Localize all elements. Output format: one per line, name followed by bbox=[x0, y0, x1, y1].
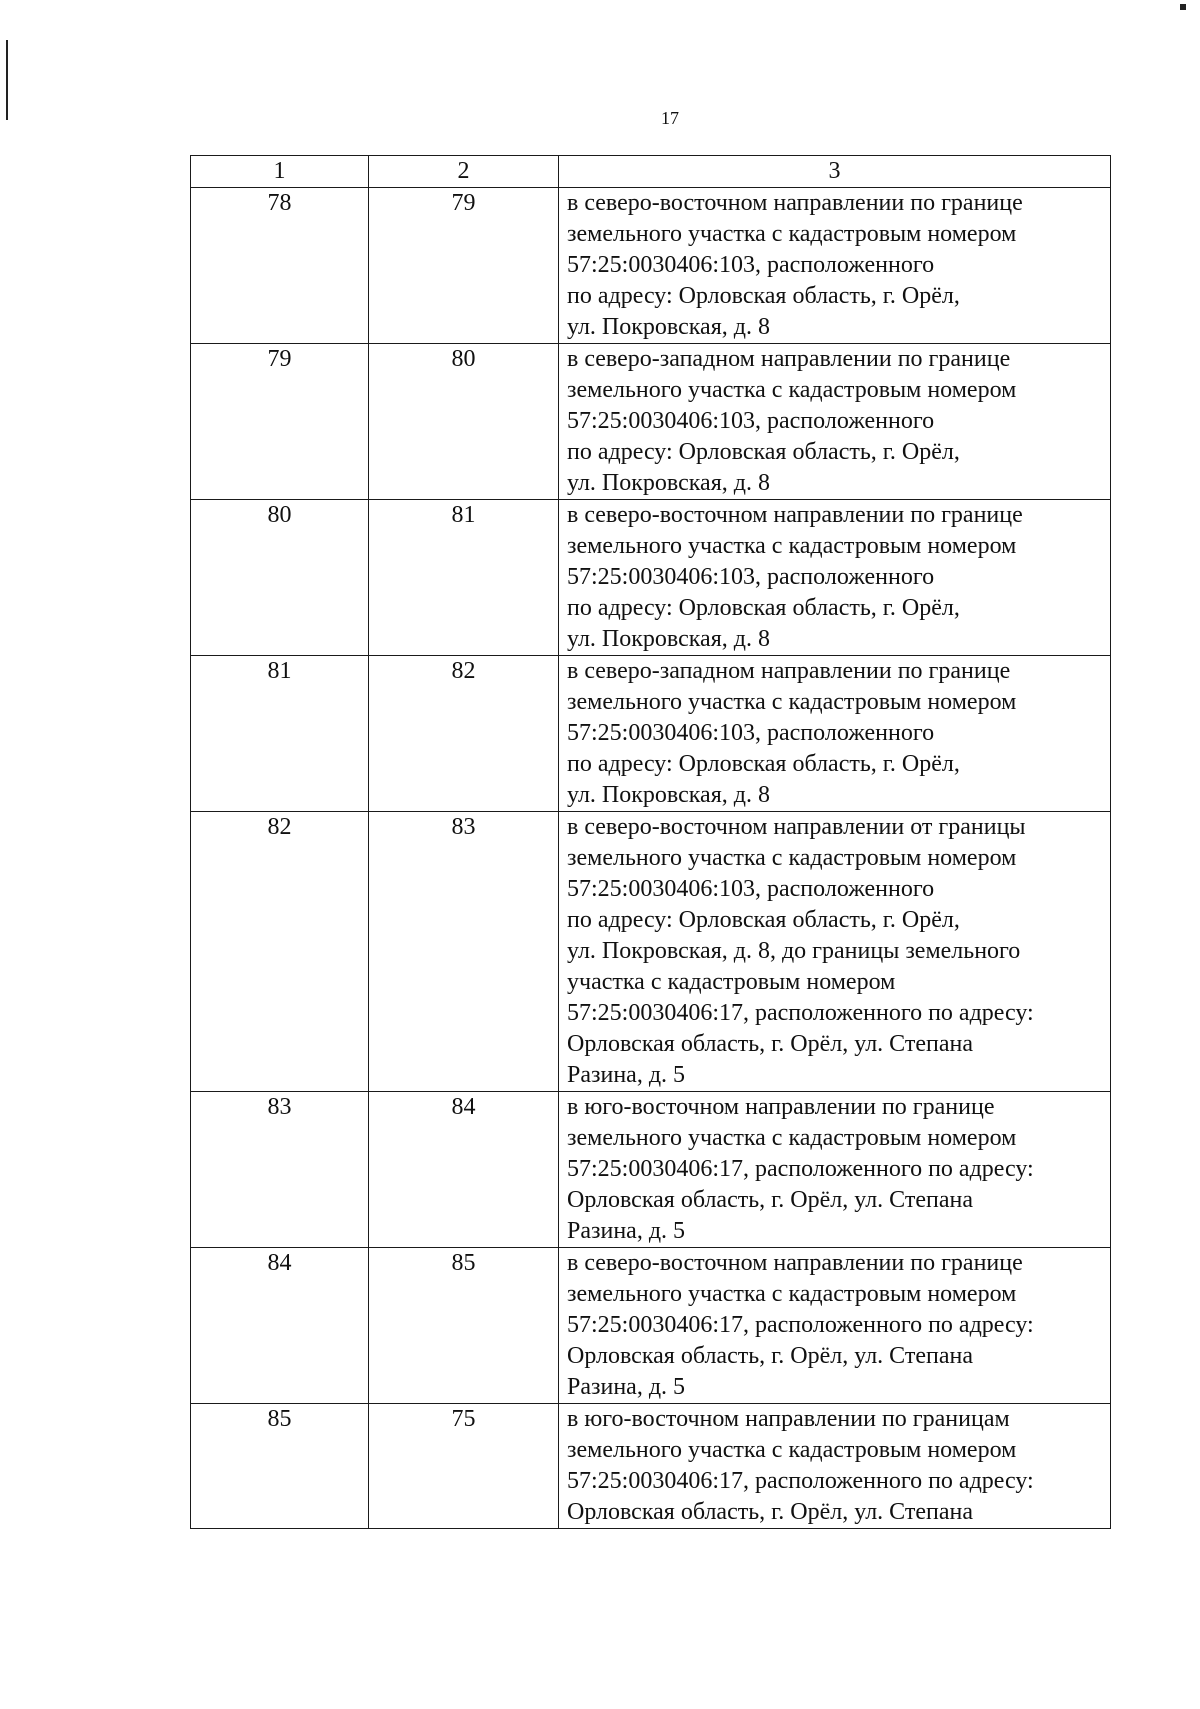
description-line: Разина, д. 5 bbox=[567, 1374, 686, 1400]
boundary-description-cell bbox=[559, 1248, 1111, 1404]
description-line: земельного участка с кадастровым номером bbox=[567, 1281, 1017, 1307]
point-from-cell: 80 bbox=[191, 500, 369, 656]
table-row bbox=[191, 188, 1111, 344]
description-line: участка с кадастровым номером bbox=[567, 969, 896, 995]
point-to-cell: 85 bbox=[369, 1248, 559, 1404]
description-line: по адресу: Орловская область, г. Орёл, bbox=[567, 595, 960, 621]
boundary-description-cell bbox=[559, 1092, 1111, 1248]
description-line: Разина, д. 5 bbox=[567, 1062, 686, 1088]
table-header-cell: 3 bbox=[559, 156, 1111, 188]
description-line: в северо-восточном направлении по границе bbox=[567, 190, 1023, 216]
description-line: земельного участка с кадастровым номером bbox=[567, 377, 1017, 403]
description-line: 57:25:0030406:17, расположенного по адресу: bbox=[567, 1312, 1034, 1338]
boundary-description-cell bbox=[559, 188, 1111, 344]
table-header-cell: 2 bbox=[369, 156, 559, 188]
description-line: 57:25:0030406:103, расположенного bbox=[567, 876, 935, 902]
point-from-cell: 84 bbox=[191, 1248, 369, 1404]
point-to-cell: 84 bbox=[369, 1092, 559, 1248]
description-line: по адресу: Орловская область, г. Орёл, bbox=[567, 283, 960, 309]
description-line: земельного участка с кадастровым номером bbox=[567, 533, 1017, 559]
description-line: по адресу: Орловская область, г. Орёл, bbox=[567, 751, 960, 777]
point-to-cell: 83 bbox=[369, 812, 559, 1092]
table-row bbox=[191, 500, 1111, 656]
description-line: земельного участка с кадастровым номером bbox=[567, 689, 1017, 715]
description-line: 57:25:0030406:103, расположенного bbox=[567, 252, 935, 278]
table-header-cell: 1 bbox=[191, 156, 369, 188]
description-line: земельного участка с кадастровым номером bbox=[567, 221, 1017, 247]
description-line: в северо-западном направлении по границе bbox=[567, 346, 1011, 372]
description-line: ул. Покровская, д. 8 bbox=[567, 314, 770, 340]
description-line: ул. Покровская, д. 8 bbox=[567, 626, 770, 652]
table-row bbox=[191, 344, 1111, 500]
point-to-cell: 82 bbox=[369, 656, 559, 812]
table-row bbox=[191, 1248, 1111, 1404]
description-line: в северо-восточном направлении от границы bbox=[567, 814, 1026, 840]
table-row bbox=[191, 1092, 1111, 1248]
table-row bbox=[191, 1404, 1111, 1529]
boundary-description-cell bbox=[559, 344, 1111, 500]
boundary-description-cell bbox=[559, 812, 1111, 1092]
description-line: в юго-восточном направлении по границам bbox=[567, 1406, 1010, 1432]
boundary-table bbox=[190, 155, 1111, 1529]
point-from-cell: 83 bbox=[191, 1092, 369, 1248]
description-line: Разина, д. 5 bbox=[567, 1218, 686, 1244]
description-line: в северо-восточном направлении по границе bbox=[567, 502, 1023, 528]
description-line: 57:25:0030406:17, расположенного по адресу: bbox=[567, 1468, 1034, 1494]
description-line: земельного участка с кадастровым номером bbox=[567, 845, 1017, 871]
description-line: Орловская область, г. Орёл, ул. Степана bbox=[567, 1031, 973, 1057]
description-line: ул. Покровская, д. 8 bbox=[567, 782, 770, 808]
point-from-cell: 78 bbox=[191, 188, 369, 344]
point-from-cell: 82 bbox=[191, 812, 369, 1092]
boundary-description-cell bbox=[559, 500, 1111, 656]
description-line: ул. Покровская, д. 8 bbox=[567, 470, 770, 496]
description-line: по адресу: Орловская область, г. Орёл, bbox=[567, 907, 960, 933]
description-line: ул. Покровская, д. 8, до границы земельного bbox=[567, 938, 1021, 964]
table-row bbox=[191, 656, 1111, 812]
point-to-cell: 81 bbox=[369, 500, 559, 656]
description-line: земельного участка с кадастровым номером bbox=[567, 1125, 1017, 1151]
description-line: Орловская область, г. Орёл, ул. Степана bbox=[567, 1499, 973, 1525]
description-line: Орловская область, г. Орёл, ул. Степана bbox=[567, 1187, 973, 1213]
boundary-description-cell bbox=[559, 1404, 1111, 1529]
description-line: по адресу: Орловская область, г. Орёл, bbox=[567, 439, 960, 465]
description-line: в северо-восточном направлении по границе bbox=[567, 1250, 1023, 1276]
description-line: в юго-восточном направлении по границе bbox=[567, 1094, 995, 1120]
point-to-cell: 80 bbox=[369, 344, 559, 500]
boundary-description-cell bbox=[559, 656, 1111, 812]
point-to-cell: 75 bbox=[369, 1404, 559, 1529]
table-header-row bbox=[191, 156, 1111, 188]
description-line: 57:25:0030406:17, расположенного по адресу: bbox=[567, 1000, 1034, 1026]
point-from-cell: 85 bbox=[191, 1404, 369, 1529]
point-from-cell: 81 bbox=[191, 656, 369, 812]
description-line: 57:25:0030406:103, расположенного bbox=[567, 564, 935, 590]
description-line: 57:25:0030406:103, расположенного bbox=[567, 720, 935, 746]
description-line: в северо-западном направлении по границе bbox=[567, 658, 1011, 684]
point-to-cell: 79 bbox=[369, 188, 559, 344]
description-line: земельного участка с кадастровым номером bbox=[567, 1437, 1017, 1463]
scan-dot bbox=[1180, 4, 1186, 10]
page-number: 17 bbox=[661, 108, 679, 128]
table-row bbox=[191, 812, 1111, 1092]
description-line: Орловская область, г. Орёл, ул. Степана bbox=[567, 1343, 973, 1369]
description-line: 57:25:0030406:103, расположенного bbox=[567, 408, 935, 434]
description-line: 57:25:0030406:17, расположенного по адресу: bbox=[567, 1156, 1034, 1182]
point-from-cell: 79 bbox=[191, 344, 369, 500]
